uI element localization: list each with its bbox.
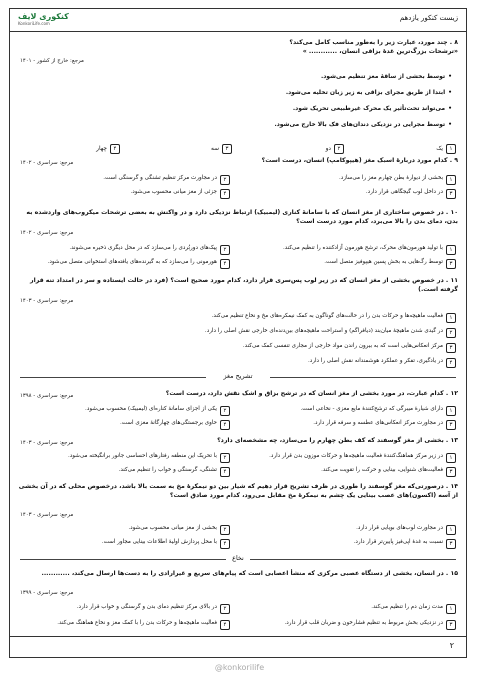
question-12-source: مرجع: سراسری - ۱۳۹۸ xyxy=(20,393,74,399)
question-9-source: مرجع: سراسری - ۱۴۰۲ xyxy=(20,160,74,166)
question-14-text: ۱۴ . درصورتی‌که مغز گوسفند را طوری در ظرف تشریح قرار دهیم که شیار بین دو نیمکرهٔ مخ به سمت بالا باشد، درخصوص محلی که در آن بخشی از آسه (اکسون)های عصب بینایی یک چشم به نیمکرهٔ مخ مقابل می‌رود، کدام مورد صادق است؟ xyxy=(18,483,458,499)
q14-choice-3-label: نسبت به غدهٔ اپی‌فیز پایین‌تر قرار دارد. xyxy=(353,539,443,545)
q15-choice-4[interactable]: ۴ فعالیت ماهیچه‌ها و حرکات بدن را با کمک مغز و نخاع هماهنگ می‌کند. xyxy=(18,620,230,630)
q8-item-4: • توسط مجرایی در نزدیکی دندان‌های فک بالا خارج می‌شود. xyxy=(274,121,452,128)
question-8-text: ۸ . چند مورد، عبارت زیر را به‌طور مناسب کامل می‌کند؟ xyxy=(289,39,458,46)
question-11-text: ۱۱ . در خصوص بخشی از مغز انسان که در زیر لوب پس‌سری قرار دارد، کدام مورد صحیح است؟ (فرد در حالت ایستاده و سر در امتداد تنه قرار گرفته است.) xyxy=(30,277,458,293)
q12-choice-4[interactable]: ۴ حاوی برجستگی‌های چهارگانهٔ مغزی است. xyxy=(18,420,230,430)
question-11 xyxy=(18,277,458,295)
q13-choice-3-label: فعالیت‌های شنوایی، بینایی و حرکت را تقویت می‌کند. xyxy=(321,467,443,473)
q15-choice-3-label: در نزدیکی بخش مربوط به تنظیم فشارخون و ضربان قلب قرار دارد. xyxy=(284,620,443,626)
q13-choice-1-label: در زیر مرکز هماهنگ‌کنندهٔ فعالیت ماهیچه‌ها و حرکات موزون بدن قرار دارد. xyxy=(269,453,443,459)
section-heading-spinal-cord xyxy=(10,554,466,564)
q14-choice-2[interactable]: ۲ بخشی از مغز میانی محسوب می‌شود. xyxy=(18,525,230,535)
q14-choice-2-label: بخشی از مغز میانی محسوب می‌شود. xyxy=(128,525,217,531)
section-title: نخاع xyxy=(227,554,249,562)
q8-choice-4-label: چهار xyxy=(96,146,107,152)
q13-choice-2-label: با تحریک این منطقه رفتارهای احساسی جانور برانگیخته می‌شود. xyxy=(68,453,217,459)
q14-choice-3[interactable]: ۳ نسبت به غدهٔ اپی‌فیز پایین‌تر قرار دارد. xyxy=(244,539,456,549)
q10-choice-2[interactable]: ۲ پیک‌های دوربُردی را می‌سازد که در محل دیگری ذخیره می‌شوند. xyxy=(18,245,230,255)
q8-choice-3-label: سه xyxy=(211,146,219,152)
q11-choice-3[interactable]: ۳ مرکز انعکاس‌هایی است که به بیرون راندن مواد خارجی از مجاری تنفسی کمک می‌کند. xyxy=(16,343,456,353)
question-12-text: ۱۲ . کدام عبارت، در مورد بخشی از مغز انسان که در ترشح بزاق و اشک نقش دارد، درست است؟ xyxy=(165,390,458,397)
q12-choice-2[interactable]: ۲ یکی از اجزای سامانهٔ کناره‌ای (لیمبیک) محسوب می‌شود. xyxy=(18,406,230,416)
q11-choice-4[interactable]: ۴ در یادگیری، تفکر و عملکرد هوشمندانه نقش اصلی را دارد. xyxy=(16,358,456,368)
q8-choice-1-label: یک xyxy=(436,146,443,152)
q10-choice-2-label: پیک‌های دوربُردی را می‌سازد که در محل دیگری ذخیره می‌شوند. xyxy=(69,245,217,251)
question-9-text: ۹ . کدام مورد دربارهٔ اسبک مغز (هیپوکامپ) انسان، درست است؟ xyxy=(261,157,458,164)
q11-choice-1[interactable]: ۱ فعالیت ماهیچه‌ها و حرکات بدن را در حالت‌های گوناگون به کمک نیمکره‌های مخ و نخاع تنظیم می‌کند. xyxy=(16,313,456,323)
q15-choice-1[interactable]: ۱ مدت زمان دم را تنظیم می‌کند. xyxy=(244,604,456,614)
question-15-source: مرجع: سراسری - ۱۳۹۹ xyxy=(20,590,74,596)
page-frame xyxy=(9,8,467,658)
question-9 xyxy=(18,157,458,166)
q13-choice-4-label: تشنگی، گرسنگی و خواب را تنظیم می‌کند. xyxy=(118,467,217,473)
question-13-text: ۱۳ . بخشی از مغز گوسفند که کف بطن چهارم را می‌سازد، چه مشخصه‌ای دارد؟ xyxy=(217,437,458,444)
question-13-source: مرجع: سراسری - ۱۴۰۳ xyxy=(20,440,74,446)
question-15 xyxy=(18,570,458,579)
q10-choice-1[interactable]: ۱ با تولید هورمون‌های محرک، ترشح هورمون آزادکننده را تنظیم می‌کند. xyxy=(244,245,456,255)
q12-choice-3-label: در مجاورت مرکز انعکاس‌های عطسه و سرفه قرار دارد. xyxy=(313,420,443,426)
section-divider-left xyxy=(20,559,226,560)
q13-choice-1[interactable]: ۱ در زیر مرکز هماهنگ‌کنندهٔ فعالیت ماهیچه‌ها و حرکات موزون بدن قرار دارد. xyxy=(244,453,456,463)
page-number: ۲ xyxy=(449,641,454,650)
q15-choice-3[interactable]: ۳ در نزدیکی بخش مربوط به تنظیم فشارخون و ضربان قلب قرار دارد. xyxy=(244,620,456,630)
q14-choice-4[interactable]: ۴ با محل پردازش اولیهٔ اطلاعات بینایی مجاور است. xyxy=(18,539,230,549)
q9-choice-2[interactable]: ۲ در مجاورت مرکز تنظیم تشنگی و گرسنگی است. xyxy=(18,175,230,185)
q12-choice-2-label: یکی از اجزای سامانهٔ کناره‌ای (لیمبیک) محسوب می‌شود. xyxy=(85,406,217,412)
q12-choice-1[interactable]: ۱ دارای شیارهٔ میبرگی که ترشح‌کنندهٔ مایع مغزی - نخاعی است. xyxy=(244,406,456,416)
q15-choice-2[interactable]: ۲ در بالای مرکز تنظیم دمای بدن و گرسنگی و خواب قرار دارد. xyxy=(18,604,230,614)
question-8-source: مرجع: خارج از کشور - ۱۴۰۱ xyxy=(20,58,84,64)
logo-sub-text: KonkoriLife.com xyxy=(18,21,50,26)
q15-choice-4-label: فعالیت ماهیچه‌ها و حرکات بدن را با کمک مغز و نخاع هماهنگ می‌کند. xyxy=(57,620,217,626)
q13-choice-3[interactable]: ۳ فعالیت‌های شنوایی، بینایی و حرکت را تقویت می‌کند. xyxy=(244,467,456,477)
q10-choice-1-label: با تولید هورمون‌های محرک، ترشح هورمون آزادکننده را تنظیم می‌کند. xyxy=(282,245,443,251)
question-10-text: ۱۰ . در خصوص ساختاری از مغز انسان که با سامانهٔ کناری (لیمبیک) ارتباط نزدیکی دارد و در واکنش به بعضی ترشحات میکروب‌های وارد‌شده به بدن، دمای بدن را بالا می‌برد، کدام مورد درست است؟ xyxy=(26,209,458,225)
q11-choice-2-label: در گیدی شدن ماهیچهٔ میان‌بند (دیافراگم) و استراحت ماهیچه‌های بین‌دنده‌ای خارجی نقش اصلی را دارد. xyxy=(204,328,443,334)
q15-choice-2-label: در بالای مرکز تنظیم دمای بدن و گرسنگی و خواب قرار دارد. xyxy=(76,604,217,610)
q11-choice-3-label: مرکز انعکاس‌هایی است که به بیرون راندن مواد خارجی از مجاری تنفسی کمک می‌کند. xyxy=(242,343,443,349)
section-divider-left xyxy=(20,377,206,378)
q9-choice-3[interactable]: ۳ در داخل لوب گیجگاهی قرار دارد. xyxy=(244,189,456,199)
q8-choice-2-label: دو xyxy=(325,146,331,152)
question-13 xyxy=(18,437,458,446)
q8-choice-3[interactable]: ۳ سه xyxy=(211,144,232,154)
q10-choice-3[interactable]: ۳ توسط رگ‌هایی به بخش پسین هیپوفیز متصل است. xyxy=(244,259,456,269)
question-8 xyxy=(18,39,458,57)
q12-choice-3[interactable]: ۳ در مجاورت مرکز انعکاس‌های عطسه و سرفه قرار دارد. xyxy=(244,420,456,430)
q8-choice-1[interactable]: ۱ یک xyxy=(436,144,456,154)
question-10-source: مرجع: سراسری - ۱۴۰۲ xyxy=(20,230,74,236)
section-divider-right xyxy=(250,559,456,560)
question-8-stem: «ترشحات بزرگ‌ترین غدهٔ بزاقی انسان، ............ » xyxy=(302,47,458,55)
brand-logo xyxy=(18,12,78,28)
page-header xyxy=(10,9,466,32)
q10-choice-3-label: توسط رگ‌هایی به بخش پسین هیپوفیز متصل است. xyxy=(324,259,443,265)
q14-choice-1-label: در مجاورت لوب‌های بویایی قرار دارد. xyxy=(356,525,443,531)
logo-main-text: کنکوری لایف xyxy=(18,12,69,21)
q8-choice-4[interactable]: ۴ چهار xyxy=(96,144,120,154)
section-title: تشریح مغز xyxy=(219,372,258,380)
q12-choice-4-label: حاوی برجستگی‌های چهارگانهٔ مغزی است. xyxy=(120,420,217,426)
book-title: زیست کنکور یازدهم xyxy=(399,14,458,22)
q9-choice-4[interactable]: ۴ جزئی از مغز میانی محسوب می‌شود. xyxy=(18,189,230,199)
question-14 xyxy=(18,483,458,501)
q9-choice-3-label: در داخل لوب گیجگاهی قرار دارد. xyxy=(365,189,443,195)
q11-choice-1-label: فعالیت ماهیچه‌ها و حرکات بدن را در حالت‌های گوناگون به کمک نیمکره‌های مخ و نخاع تنظیم می‌کند. xyxy=(211,313,443,319)
q9-choice-1-label: بخشی از دیوارهٔ بطن چهارم مغز را می‌سازد. xyxy=(338,175,443,181)
q8-choice-2[interactable]: ۲ دو xyxy=(326,144,344,154)
q14-choice-1[interactable]: ۱ در مجاورت لوب‌های بویایی قرار دارد. xyxy=(244,525,456,535)
question-10 xyxy=(18,209,458,227)
watermark: @konkorilife xyxy=(214,663,265,672)
q8-item-3: • می‌تواند تحت‌تأثیر یک محرک غیرطبیعی تحریک شود. xyxy=(293,105,452,112)
q11-choice-4-label: در یادگیری، تفکر و عملکرد هوشمندانه نقش اصلی را دارد. xyxy=(307,358,443,364)
section-divider-right xyxy=(270,377,456,378)
q11-choice-2[interactable]: ۲ در گیدی شدن ماهیچهٔ میان‌بند (دیافراگم) و استراحت ماهیچه‌های بین‌دنده‌ای خارجی نقش اصلی را دارد. xyxy=(16,328,456,338)
question-11-source: مرجع: سراسری - ۱۴۰۳ xyxy=(20,298,74,304)
q9-choice-1[interactable]: ۱ بخشی از دیوارهٔ بطن چهارم مغز را می‌سازد. xyxy=(244,175,456,185)
q10-choice-4[interactable]: ۴ هورمونی را می‌سازد که به گیرنده‌های یافته‌های استخوانی متصل می‌شود. xyxy=(18,259,230,269)
q8-item-2: • ابتدا از طریق مجرای بزاقی به زیر زبان تخلیه می‌شود. xyxy=(286,89,452,96)
q14-choice-4-label: با محل پردازش اولیهٔ اطلاعات بینایی مجاور است. xyxy=(101,539,217,545)
section-heading-brain-dissection xyxy=(10,372,466,382)
q9-choice-2-label: در مجاورت مرکز تنظیم تشنگی و گرسنگی است. xyxy=(103,175,217,181)
q15-choice-1-label: مدت زمان دم را تنظیم می‌کند. xyxy=(371,604,443,610)
q9-choice-4-label: جزئی از مغز میانی محسوب می‌شود. xyxy=(130,189,217,195)
q10-choice-4-label: هورمونی را می‌سازد که به گیرنده‌های یافته‌های استخوانی متصل می‌شود. xyxy=(47,259,217,265)
question-14-source: مرجع: سراسری - ۱۴۰۳ xyxy=(20,512,74,518)
q12-choice-1-label: دارای شیارهٔ میبرگی که ترشح‌کنندهٔ مایع مغزی - نخاعی است. xyxy=(300,406,443,412)
q13-choice-4[interactable]: ۴ تشنگی، گرسنگی و خواب را تنظیم می‌کند. xyxy=(18,467,230,477)
question-15-text: ۱۵ . در انسان، بخشی از دستگاه عصبی مرکزی که منشأ اعصابی است که پیام‌های سریع و غیرارادی را به دست‌ها ارسال می‌کند، ............ xyxy=(41,570,458,577)
q8-item-1: • توسط بخشی از ساقهٔ مغز تنظیم می‌شود. xyxy=(321,73,452,80)
q13-choice-2[interactable]: ۲ با تحریک این منطقه رفتارهای احساسی جانور برانگیخته می‌شود. xyxy=(18,453,230,463)
page-footer xyxy=(10,636,466,657)
question-12 xyxy=(18,390,458,399)
